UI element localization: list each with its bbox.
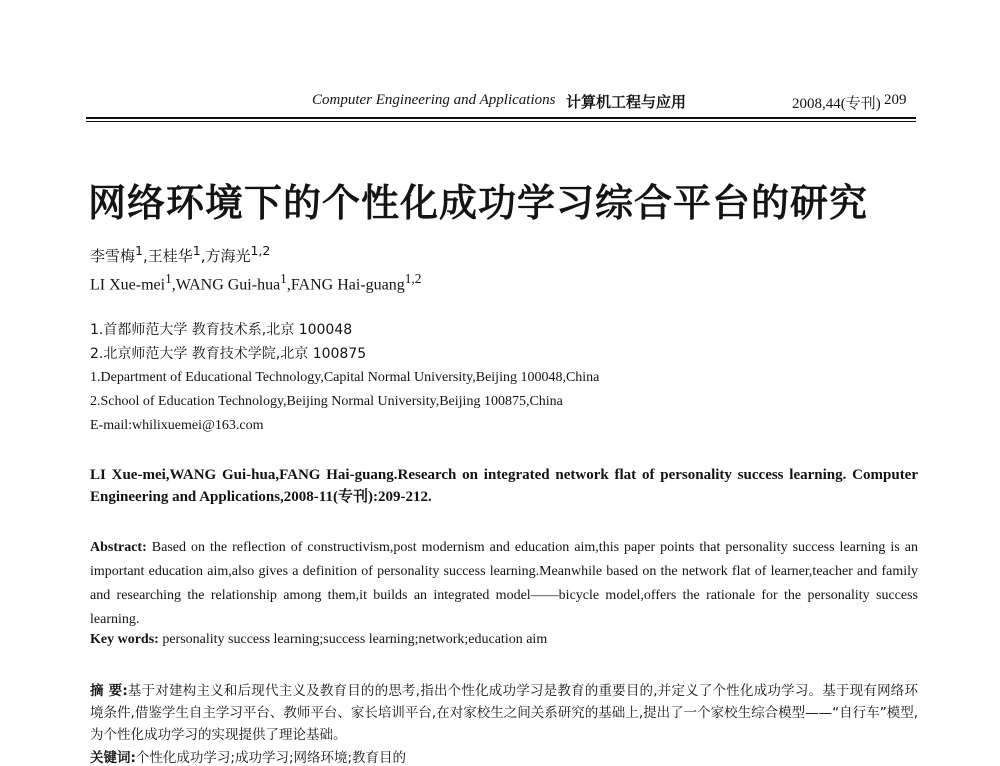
header-journal-name-cn: 计算机工程与应用 bbox=[566, 93, 687, 111]
affiliation-2-cn: 2.北京师范大学 教育技术学院,北京 100875 bbox=[90, 346, 367, 362]
header-volume: 2008,44(专刊) bbox=[792, 96, 881, 112]
keywords-cn-text: 个性化成功学习;成功学习;网络环境;教育目的 bbox=[135, 750, 407, 766]
keywords-cn bbox=[90, 746, 406, 766]
abstract-cn bbox=[90, 680, 918, 746]
abstract-cn-text: 基于对建构主义和后现代主义及教育目的的思考,指出个性化成功学习是教育的重要目的,并定义了个性化成功学习。基于现有网络环境条件,借鉴学生自主学习平台、教师平台、家长培训平台,在对家校生之间关系研究的基础上,提出了一个家校生综合模型——“自行车”模型,为个性化成功学习的实现提供了理论基础。 bbox=[90, 683, 918, 743]
abstract-cn-label: 摘 要: bbox=[90, 683, 128, 699]
abstract-text: Based on the reflection of constructivism,post modernism and education aim,this paper points that personality success learning is an important education aim,also gives a definition of personality success learning.Meanwhile based on the network flat of learner,teacher and family and researching the relationship among them,it builds an integrated model——bicycle model,offers the rationale for the personality success learning. bbox=[90, 540, 918, 627]
header-journal-name: Computer Engineering and Applications bbox=[312, 92, 556, 108]
keywords-label: Key words: bbox=[90, 632, 159, 647]
affiliation-2-en: 2.School of Education Technology,Beijing Normal University,Beijing 100875,China bbox=[90, 394, 563, 409]
abstract-label: Abstract: bbox=[90, 540, 147, 555]
header-rule-thin bbox=[86, 121, 916, 122]
authors-cn: 李雪梅$^1$,王桂华$^1$,方海光$^{1,2}$ bbox=[90, 243, 271, 265]
keywords-cn-label: 关键词: bbox=[90, 750, 136, 766]
authors-en: LI Xue-mei$^1$,WANG Gui-hua$^1$,FANG Hai-guang$^{1,2}$ bbox=[90, 271, 422, 294]
header-page-number: 209 bbox=[884, 92, 907, 108]
paper-title: 网络环境下的个性化成功学习综合平台的研究 bbox=[88, 180, 869, 225]
author-email: E-mail:whilixuemei@163.com bbox=[90, 418, 264, 433]
keywords-text: personality success learning;success learning;network;education aim bbox=[158, 632, 548, 647]
affiliation-1-cn: 1.首都师范大学 教育技术系,北京 100048 bbox=[90, 322, 353, 338]
affiliation-1-en: 1.Department of Educational Technology,Capital Normal University,Beijing 100048,China bbox=[90, 370, 600, 385]
keywords-en bbox=[90, 632, 547, 648]
header-rule bbox=[86, 117, 916, 119]
citation: LI Xue-mei,WANG Gui-hua,FANG Hai-guang.Research on integrated network flat of personality success learning. Computer Engineering and Applications,2008-11(专刊):209-212. bbox=[90, 467, 918, 505]
abstract-en bbox=[90, 536, 918, 632]
